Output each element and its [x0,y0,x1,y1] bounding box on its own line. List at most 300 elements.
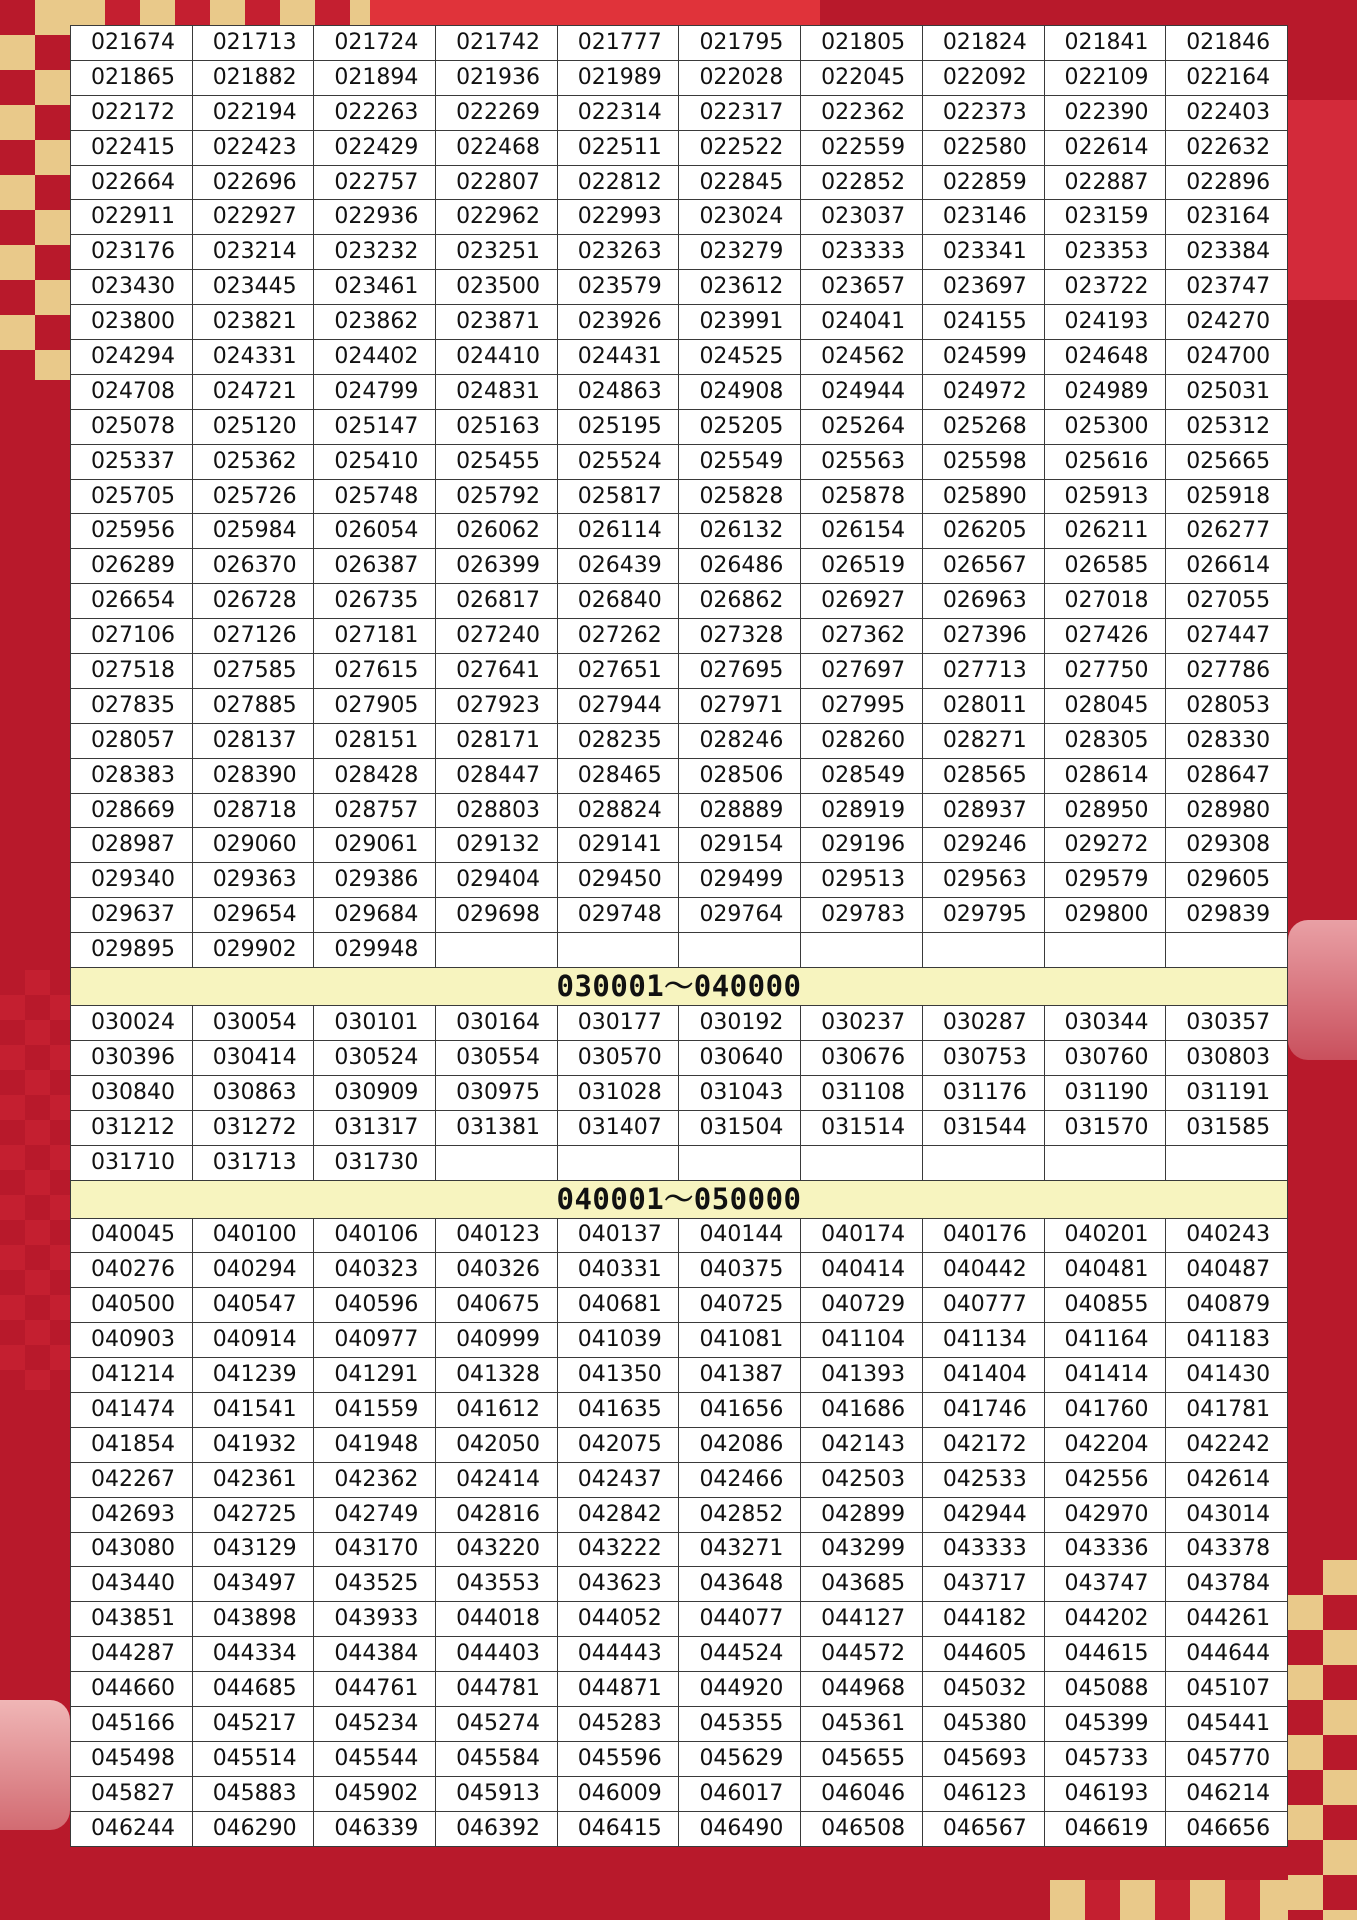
winning-number-cell: 046214 [1166,1776,1288,1811]
winning-number-cell: 040326 [436,1253,558,1288]
winning-number-cell: 043784 [1166,1567,1288,1602]
winning-number-cell: 046656 [1166,1811,1288,1846]
winning-number-cell: 041854 [71,1427,193,1462]
winning-number-cell: 021841 [1044,26,1166,61]
table-row [71,340,1288,375]
winning-number-cell: 046009 [557,1776,679,1811]
table-row [71,828,1288,863]
table-row [71,1811,1288,1846]
table-row [71,1040,1288,1075]
winning-number-cell: 023384 [1166,235,1288,270]
table-row [71,200,1288,235]
table-row [71,1358,1288,1393]
winning-number-cell: 023612 [679,270,801,305]
winning-number-cell: 045032 [922,1672,1044,1707]
winning-number-cell: 045629 [679,1741,801,1776]
winning-number-cell: 040331 [557,1253,679,1288]
winning-number-cell: 023279 [679,235,801,270]
winning-number-cell: 026399 [436,549,558,584]
winning-number-cell: 022468 [436,130,558,165]
checker-pattern-bottom-strip [1050,1880,1288,1920]
empty-cell [436,1145,558,1180]
table-row [71,1392,1288,1427]
checker-pattern-bottom-right [1288,1560,1357,1920]
winning-number-cell: 029499 [679,863,801,898]
table-row [71,270,1288,305]
winning-number-cell: 028465 [557,758,679,793]
winning-number-cell: 042533 [922,1462,1044,1497]
table-row [71,654,1288,689]
table-row [71,1776,1288,1811]
winning-number-cell: 044261 [1166,1602,1288,1637]
winning-number-cell: 022269 [436,95,558,130]
winning-number-cell: 028950 [1044,793,1166,828]
table-row [71,1706,1288,1741]
winning-number-cell: 042414 [436,1462,558,1497]
winning-number-cell: 044644 [1166,1637,1288,1672]
winning-number-cell: 045827 [71,1776,193,1811]
winning-number-cell: 043222 [557,1532,679,1567]
winning-number-cell: 041430 [1166,1358,1288,1393]
winning-number-cell: 031381 [436,1110,558,1145]
winning-number-cell: 021936 [436,60,558,95]
winning-number-cell: 030024 [71,1006,193,1041]
winning-number-cell: 026862 [679,584,801,619]
winning-number-cell: 030414 [192,1040,314,1075]
winning-numbers-sheet [70,25,1288,1847]
winning-number-cell: 026728 [192,584,314,619]
winning-number-cell: 024155 [922,305,1044,340]
winning-number-cell: 025792 [436,479,558,514]
winning-number-cell: 030640 [679,1040,801,1075]
winning-number-cell: 023037 [801,200,923,235]
winning-number-cell: 023353 [1044,235,1166,270]
winning-number-cell: 022936 [314,200,436,235]
winning-number-cell: 024989 [1044,374,1166,409]
table-row [71,305,1288,340]
winning-number-cell: 030192 [679,1006,801,1041]
winning-number-cell: 044334 [192,1637,314,1672]
table-row [71,758,1288,793]
winning-number-cell: 025410 [314,444,436,479]
winning-number-cell: 029272 [1044,828,1166,863]
winning-number-cell: 043525 [314,1567,436,1602]
table-row [71,1006,1288,1041]
winning-number-cell: 042899 [801,1497,923,1532]
winning-number-cell: 031407 [557,1110,679,1145]
winning-number-cell: 024799 [314,374,436,409]
winning-number-cell: 040323 [314,1253,436,1288]
winning-number-cell: 023862 [314,305,436,340]
winning-number-cell: 043336 [1044,1532,1166,1567]
table-row [71,898,1288,933]
table-row [71,235,1288,270]
winning-number-cell: 041932 [192,1427,314,1462]
winning-number-cell: 022845 [679,165,801,200]
winning-number-cell: 024708 [71,374,193,409]
section-header-row [71,1180,1288,1218]
table-row [71,1532,1288,1567]
winning-number-cell: 030396 [71,1040,193,1075]
empty-cell [679,933,801,968]
winning-number-cell: 028506 [679,758,801,793]
winning-number-cell: 029404 [436,863,558,898]
winning-number-cell: 022580 [922,130,1044,165]
winning-number-cell: 046290 [192,1811,314,1846]
winning-number-cell: 023251 [436,235,558,270]
winning-number-cell: 024331 [192,340,314,375]
winning-number-cell: 031272 [192,1110,314,1145]
winning-number-cell: 025878 [801,479,923,514]
winning-number-cell: 021989 [557,60,679,95]
winning-number-cell: 027106 [71,619,193,654]
winning-number-cell: 021824 [922,26,1044,61]
table-row [71,479,1288,514]
winning-number-cell: 021742 [436,26,558,61]
winning-number-cell: 025455 [436,444,558,479]
winning-number-cell: 042050 [436,1427,558,1462]
winning-number-cell: 043717 [922,1567,1044,1602]
winning-number-cell: 022172 [71,95,193,130]
winning-number-cell: 025984 [192,514,314,549]
winning-number-cell: 040144 [679,1218,801,1253]
winning-number-cell: 024831 [436,374,558,409]
empty-cell [922,933,1044,968]
table-row [71,1145,1288,1180]
winning-number-cell: 026114 [557,514,679,549]
winning-number-cell: 022559 [801,130,923,165]
winning-number-cell: 040596 [314,1288,436,1323]
winning-number-cell: 023430 [71,270,193,305]
winning-number-cell: 024648 [1044,340,1166,375]
table-row [71,409,1288,444]
winning-number-cell: 028565 [922,758,1044,793]
winning-number-cell: 029386 [314,863,436,898]
winning-number-cell: 041635 [557,1392,679,1427]
winning-number-cell: 027641 [436,654,558,689]
winning-number-cell: 031710 [71,1145,193,1180]
winning-number-cell: 024270 [1166,305,1288,340]
winning-number-cell: 028246 [679,723,801,758]
winning-number-cell: 025918 [1166,479,1288,514]
winning-number-cell: 028235 [557,723,679,758]
cloud-shape-left [0,1700,70,1830]
empty-cell [1166,1145,1288,1180]
winning-number-cell: 024972 [922,374,1044,409]
winning-number-cell: 029513 [801,863,923,898]
winning-number-cell: 044524 [679,1637,801,1672]
winning-number-cell: 028330 [1166,723,1288,758]
winning-number-cell: 028260 [801,723,923,758]
winning-number-cell: 023657 [801,270,923,305]
winning-number-cell: 044052 [557,1602,679,1637]
winning-number-cell: 029948 [314,933,436,968]
winning-number-cell: 024294 [71,340,193,375]
winning-number-cell: 043933 [314,1602,436,1637]
winning-number-cell: 040276 [71,1253,193,1288]
winning-number-cell: 027995 [801,688,923,723]
winning-number-cell: 029800 [1044,898,1166,933]
winning-number-cell: 023722 [1044,270,1166,305]
winning-number-cell: 040100 [192,1218,314,1253]
winning-number-cell: 031713 [192,1145,314,1180]
winning-number-cell: 022887 [1044,165,1166,200]
winning-number-cell: 042361 [192,1462,314,1497]
winning-number-cell: 027923 [436,688,558,723]
winning-number-cell: 026132 [679,514,801,549]
winning-number-cell: 025337 [71,444,193,479]
winning-number-cell: 044287 [71,1637,193,1672]
winning-number-cell: 026927 [801,584,923,619]
winning-number-cell: 022045 [801,60,923,95]
winning-number-cell: 040487 [1166,1253,1288,1288]
winning-number-cell: 040243 [1166,1218,1288,1253]
winning-number-cell: 022390 [1044,95,1166,130]
winning-number-cell: 042816 [436,1497,558,1532]
winning-number-cell: 022263 [314,95,436,130]
winning-number-cell: 031317 [314,1110,436,1145]
winning-number-cell: 023461 [314,270,436,305]
winning-number-cell: 041760 [1044,1392,1166,1427]
winning-number-cell: 022415 [71,130,193,165]
winning-number-cell: 043851 [71,1602,193,1637]
winning-number-cell: 027651 [557,654,679,689]
winning-number-cell: 030975 [436,1075,558,1110]
winning-number-cell: 043378 [1166,1532,1288,1567]
winning-number-cell: 042086 [679,1427,801,1462]
winning-number-cell: 027396 [922,619,1044,654]
winning-number-cell: 025362 [192,444,314,479]
winning-number-cell: 026277 [1166,514,1288,549]
winning-number-cell: 025913 [1044,479,1166,514]
winning-number-cell: 022807 [436,165,558,200]
winning-number-cell: 046508 [801,1811,923,1846]
winning-number-cell: 040547 [192,1288,314,1323]
winning-number-cell: 031191 [1166,1075,1288,1110]
winning-number-cell: 029783 [801,898,923,933]
winning-number-cell: 043497 [192,1567,314,1602]
winning-number-cell: 045355 [679,1706,801,1741]
winning-number-cell: 040442 [922,1253,1044,1288]
winning-number-cell: 045107 [1166,1672,1288,1707]
winning-number-cell: 025828 [679,479,801,514]
winning-number-cell: 043747 [1044,1567,1166,1602]
winning-number-cell: 040137 [557,1218,679,1253]
winning-number-cell: 041781 [1166,1392,1288,1427]
winning-number-cell: 021805 [801,26,923,61]
table-row [71,514,1288,549]
winning-number-cell: 025268 [922,409,1044,444]
winning-number-cell: 030164 [436,1006,558,1041]
winning-number-cell: 042556 [1044,1462,1166,1497]
winning-number-cell: 027126 [192,619,314,654]
winning-number-cell: 044443 [557,1637,679,1672]
table-row [71,549,1288,584]
winning-number-cell: 031570 [1044,1110,1166,1145]
winning-number-cell: 028889 [679,793,801,828]
winning-number-cell: 030570 [557,1040,679,1075]
winning-number-cell: 046339 [314,1811,436,1846]
table-row [71,1567,1288,1602]
winning-number-cell: 045234 [314,1706,436,1741]
winning-number-cell: 029061 [314,828,436,863]
winning-number-cell: 044384 [314,1637,436,1672]
winning-number-cell: 021674 [71,26,193,61]
winning-number-cell: 042267 [71,1462,193,1497]
winning-number-cell: 041134 [922,1323,1044,1358]
winning-number-cell: 028803 [436,793,558,828]
winning-number-cell: 022314 [557,95,679,130]
winning-number-cell: 028045 [1044,688,1166,723]
winning-number-cell: 042944 [922,1497,1044,1532]
winning-number-cell: 026211 [1044,514,1166,549]
winning-number-cell: 026205 [922,514,1044,549]
winning-number-cell: 028919 [801,793,923,828]
winning-number-cell: 044572 [801,1637,923,1672]
empty-cell [557,1145,679,1180]
winning-number-cell: 025616 [1044,444,1166,479]
winning-number-cell: 044920 [679,1672,801,1707]
winning-number-cell: 021795 [679,26,801,61]
winning-number-cell: 040879 [1166,1288,1288,1323]
winning-number-cell: 026370 [192,549,314,584]
empty-cell [801,933,923,968]
table-row [71,1075,1288,1110]
winning-number-cell: 028447 [436,758,558,793]
winning-number-cell: 024863 [557,374,679,409]
winning-number-cell: 028718 [192,793,314,828]
winning-number-cell: 040681 [557,1288,679,1323]
winning-number-cell: 025120 [192,409,314,444]
winning-number-cell: 022028 [679,60,801,95]
winning-number-cell: 042362 [314,1462,436,1497]
winning-number-cell: 022962 [436,200,558,235]
winning-number-cell: 040903 [71,1323,193,1358]
winning-number-cell: 045883 [192,1776,314,1811]
table-row [71,1741,1288,1776]
winning-number-cell: 043220 [436,1532,558,1567]
winning-number-cell: 024599 [922,340,1044,375]
winning-number-cell: 045902 [314,1776,436,1811]
winning-number-cell: 025205 [679,409,801,444]
winning-number-cell: 029654 [192,898,314,933]
winning-number-cell: 027362 [801,619,923,654]
winning-number-cell: 040106 [314,1218,436,1253]
winning-number-cell: 044202 [1044,1602,1166,1637]
checker-pattern-top-strip [70,0,370,25]
winning-number-cell: 040414 [801,1253,923,1288]
winning-number-cell: 022511 [557,130,679,165]
winning-number-cell: 022859 [922,165,1044,200]
winning-number-cell: 040977 [314,1323,436,1358]
table-row [71,1427,1288,1462]
winning-number-cell: 028390 [192,758,314,793]
table-row [71,60,1288,95]
winning-number-cell: 044605 [922,1637,1044,1672]
winning-number-cell: 028428 [314,758,436,793]
winning-number-cell: 042614 [1166,1462,1288,1497]
winning-number-cell: 027697 [801,654,923,689]
winning-number-cell: 025817 [557,479,679,514]
winning-number-cell: 021865 [71,60,193,95]
winning-number-cell: 027181 [314,619,436,654]
table-row [71,130,1288,165]
table-row [71,584,1288,619]
winning-number-cell: 027585 [192,654,314,689]
winning-number-cell: 040123 [436,1218,558,1253]
winning-number-cell: 031504 [679,1110,801,1145]
checker-pattern-left [0,970,70,1390]
winning-number-cell: 026486 [679,549,801,584]
winning-number-cell: 027944 [557,688,679,723]
winning-number-cell: 025524 [557,444,679,479]
winning-number-cell: 027885 [192,688,314,723]
winning-number-cell: 023159 [1044,200,1166,235]
winning-number-cell: 028271 [922,723,1044,758]
winning-number-cell: 041039 [557,1323,679,1358]
winning-number-cell: 030753 [922,1040,1044,1075]
winning-number-cell: 023214 [192,235,314,270]
winning-number-cell: 045693 [922,1741,1044,1776]
winning-number-cell: 023232 [314,235,436,270]
winning-number-cell: 029060 [192,828,314,863]
winning-number-cell: 044615 [1044,1637,1166,1672]
winning-number-cell: 031108 [801,1075,923,1110]
winning-number-cell: 030840 [71,1075,193,1110]
winning-number-cell: 041541 [192,1392,314,1427]
table-row [71,444,1288,479]
winning-number-cell: 023926 [557,305,679,340]
empty-cell [801,1145,923,1180]
winning-number-cell: 045584 [436,1741,558,1776]
winning-number-cell: 046392 [436,1811,558,1846]
winning-number-cell: 025300 [1044,409,1166,444]
winning-number-cell: 021713 [192,26,314,61]
winning-number-cell: 028987 [71,828,193,863]
winning-number-cell: 045361 [801,1706,923,1741]
winning-number-cell: 026054 [314,514,436,549]
winning-number-cell: 027447 [1166,619,1288,654]
table-row [71,1462,1288,1497]
winning-number-cell: 025078 [71,409,193,444]
winning-number-cell: 031176 [922,1075,1044,1110]
winning-number-cell: 041291 [314,1358,436,1393]
winning-number-cell: 041214 [71,1358,193,1393]
winning-number-cell: 046415 [557,1811,679,1846]
winning-number-cell: 046619 [1044,1811,1166,1846]
winning-number-cell: 023024 [679,200,801,235]
winning-number-cell: 023263 [557,235,679,270]
winning-number-cell: 030863 [192,1075,314,1110]
winning-number-cell: 023747 [1166,270,1288,305]
winning-number-cell: 028824 [557,793,679,828]
winning-number-cell: 022632 [1166,130,1288,165]
winning-number-cell: 028057 [71,723,193,758]
winning-number-cell: 027695 [679,654,801,689]
winning-number-cell: 024525 [679,340,801,375]
winning-number-cell: 029308 [1166,828,1288,863]
winning-number-cell: 040294 [192,1253,314,1288]
winning-number-cell: 041612 [436,1392,558,1427]
winning-number-cell: 045217 [192,1706,314,1741]
empty-cell [436,933,558,968]
winning-number-cell: 030760 [1044,1040,1166,1075]
winning-number-cell: 031730 [314,1145,436,1180]
winning-number-cell: 027426 [1044,619,1166,654]
table-row [71,1110,1288,1145]
winning-number-cell: 022373 [922,95,1044,130]
winning-number-cell: 028151 [314,723,436,758]
